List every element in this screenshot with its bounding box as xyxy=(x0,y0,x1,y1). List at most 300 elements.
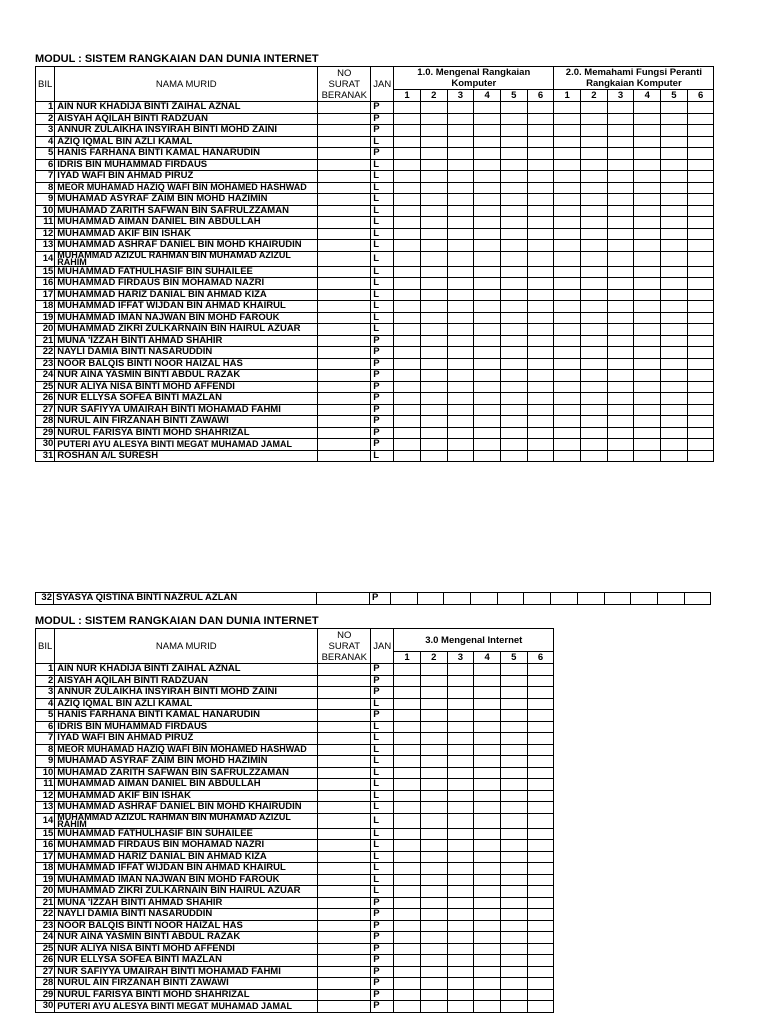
score-cell xyxy=(447,687,474,699)
student-jan: P xyxy=(371,102,394,114)
score-cell xyxy=(607,358,634,370)
score-cell xyxy=(634,370,661,382)
score-cell xyxy=(527,874,554,886)
score-cell xyxy=(500,324,527,336)
score-cell xyxy=(607,416,634,428)
birth-cert-cell xyxy=(318,324,371,336)
student-jan: P xyxy=(371,416,394,428)
score-cell xyxy=(527,779,554,791)
birth-cert-cell xyxy=(318,710,371,722)
score-cell xyxy=(527,217,554,229)
student-jan: L xyxy=(371,301,394,313)
score-cell xyxy=(554,416,581,428)
score-cell xyxy=(394,217,421,229)
score-cell xyxy=(420,393,447,405)
student-jan: L xyxy=(371,278,394,290)
score-cell xyxy=(447,978,474,990)
score-cell xyxy=(687,393,714,405)
student-bil: 18 xyxy=(36,863,55,875)
student-name: MUHAMMAD ZIKRI ZULKARNAIN BIN HAIRUL AZUAR xyxy=(55,886,318,898)
score-cell xyxy=(394,897,421,909)
score-cell xyxy=(527,450,554,462)
score-cell xyxy=(447,266,474,278)
score-cell xyxy=(447,148,474,160)
score-cell xyxy=(581,370,608,382)
criteria-number: 6 xyxy=(687,90,714,102)
student-row xyxy=(36,182,714,194)
score-cell xyxy=(474,439,501,451)
bil-header: BIL xyxy=(36,629,55,664)
student-name: MUHAMMAD ASHRAF DANIEL BIN MOHD KHAIRUDIN xyxy=(55,802,318,814)
score-cell xyxy=(420,1001,447,1013)
no-surat-beranak-header: NO SURAT BERANAK xyxy=(318,67,371,102)
score-cell xyxy=(420,920,447,932)
score-cell xyxy=(581,171,608,183)
score-cell xyxy=(524,593,551,605)
student-name: MUHAMMAD AKIF BIN ISHAK xyxy=(55,790,318,802)
student-jan: L xyxy=(371,450,394,462)
score-cell xyxy=(420,266,447,278)
student-jan: L xyxy=(371,874,394,886)
score-cell xyxy=(447,217,474,229)
score-cell xyxy=(420,874,447,886)
score-cell xyxy=(527,240,554,252)
score-cell xyxy=(394,416,421,428)
student-jan: P xyxy=(371,989,394,1001)
student-jan: L xyxy=(371,802,394,814)
score-cell xyxy=(607,439,634,451)
score-cell xyxy=(500,278,527,290)
birth-cert-cell xyxy=(318,381,371,393)
score-cell xyxy=(394,779,421,791)
student-bil: 15 xyxy=(36,266,55,278)
score-cell xyxy=(687,301,714,313)
score-cell xyxy=(581,102,608,114)
student-bil: 29 xyxy=(36,427,55,439)
student-row xyxy=(36,687,554,699)
student-bil: 22 xyxy=(36,909,55,921)
student-jan: L xyxy=(371,324,394,336)
score-cell xyxy=(394,439,421,451)
student-row xyxy=(36,943,554,955)
student-row xyxy=(36,698,554,710)
student-name: MUHAMMAD AZIZUL RAHMAN BIN MUHAMAD AZIZUL RAHIM xyxy=(55,813,318,828)
score-cell xyxy=(661,370,688,382)
score-cell xyxy=(420,324,447,336)
score-cell xyxy=(687,217,714,229)
student-row xyxy=(36,1001,554,1013)
score-cell xyxy=(447,450,474,462)
score-cell xyxy=(607,125,634,137)
score-cell xyxy=(500,756,527,768)
score-cell xyxy=(661,102,688,114)
student-row xyxy=(36,347,714,359)
student-bil: 14 xyxy=(36,813,55,828)
student-bil: 23 xyxy=(36,358,55,370)
student-jan: L xyxy=(371,767,394,779)
score-cell xyxy=(474,182,501,194)
score-cell xyxy=(661,358,688,370)
score-cell xyxy=(474,450,501,462)
score-cell xyxy=(394,886,421,898)
score-cell xyxy=(500,744,527,756)
score-cell xyxy=(687,278,714,290)
score-cell xyxy=(474,266,501,278)
birth-cert-cell xyxy=(318,205,371,217)
student-row xyxy=(36,159,714,171)
student-name: NURUL FARISYA BINTI MOHD SHAHRIZAL xyxy=(55,989,318,1001)
student-bil: 8 xyxy=(36,182,55,194)
student-row xyxy=(36,874,554,886)
score-cell xyxy=(447,802,474,814)
score-cell xyxy=(687,102,714,114)
student-name: MUNA 'IZZAH BINTI AHMAD SHAHIR xyxy=(55,335,318,347)
score-cell xyxy=(500,909,527,921)
student-name: NUR AINA YASMIN BINTI ABDUL RAZAK xyxy=(55,370,318,382)
student-row xyxy=(36,744,554,756)
student-name: MUNA 'IZZAH BINTI AHMAD SHAHIR xyxy=(55,897,318,909)
student-name: IDRIS BIN MUHAMMAD FIRDAUS xyxy=(55,159,318,171)
score-cell xyxy=(394,721,421,733)
score-cell xyxy=(527,324,554,336)
score-cell xyxy=(444,593,471,605)
birth-cert-cell xyxy=(318,240,371,252)
student-name: NURUL FARISYA BINTI MOHD SHAHRIZAL xyxy=(55,427,318,439)
score-cell xyxy=(474,171,501,183)
student-name: HANIS FARHANA BINTI KAMAL HANARUDIN xyxy=(55,148,318,160)
student-row xyxy=(36,289,714,301)
score-cell xyxy=(474,698,501,710)
score-cell xyxy=(474,897,501,909)
jan-header: JAN xyxy=(371,629,394,664)
student-row xyxy=(36,228,714,240)
score-cell xyxy=(634,301,661,313)
student-jan: P xyxy=(371,966,394,978)
score-cell xyxy=(417,593,444,605)
score-cell xyxy=(687,381,714,393)
score-cell xyxy=(554,335,581,347)
score-cell xyxy=(447,335,474,347)
score-cell xyxy=(527,427,554,439)
score-cell xyxy=(500,335,527,347)
score-cell xyxy=(420,182,447,194)
score-cell xyxy=(474,874,501,886)
birth-cert-cell xyxy=(318,125,371,137)
score-cell xyxy=(447,136,474,148)
score-cell xyxy=(474,920,501,932)
score-cell xyxy=(500,381,527,393)
student-jan: P xyxy=(371,335,394,347)
score-cell xyxy=(554,358,581,370)
score-cell xyxy=(474,335,501,347)
score-cell xyxy=(500,301,527,313)
score-cell xyxy=(687,347,714,359)
birth-cert-cell xyxy=(318,744,371,756)
score-cell xyxy=(420,813,447,828)
score-cell xyxy=(661,416,688,428)
score-cell xyxy=(447,347,474,359)
score-cell xyxy=(607,171,634,183)
student-jan: L xyxy=(371,851,394,863)
student-row xyxy=(36,148,714,160)
birth-cert-cell xyxy=(318,767,371,779)
score-cell xyxy=(474,217,501,229)
student-jan: L xyxy=(371,205,394,217)
score-cell xyxy=(447,240,474,252)
score-cell xyxy=(474,733,501,745)
score-cell xyxy=(474,886,501,898)
birth-cert-cell xyxy=(318,393,371,405)
score-cell xyxy=(447,205,474,217)
score-cell xyxy=(661,289,688,301)
student-bil: 25 xyxy=(36,381,55,393)
score-cell xyxy=(394,240,421,252)
student-bil: 9 xyxy=(36,194,55,206)
student-name: NUR SAFIYYA UMAIRAH BINTI MOHAMAD FAHMI xyxy=(55,966,318,978)
score-cell xyxy=(394,790,421,802)
student-bil: 5 xyxy=(36,148,55,160)
score-cell xyxy=(474,863,501,875)
score-cell xyxy=(500,851,527,863)
score-cell xyxy=(607,205,634,217)
score-cell xyxy=(474,767,501,779)
score-cell xyxy=(634,450,661,462)
score-cell xyxy=(447,312,474,324)
score-cell xyxy=(474,790,501,802)
score-cell xyxy=(554,370,581,382)
score-cell xyxy=(684,593,711,605)
score-cell xyxy=(527,182,554,194)
student-jan: P xyxy=(371,1001,394,1013)
score-cell xyxy=(394,266,421,278)
score-cell xyxy=(500,802,527,814)
score-cell xyxy=(474,851,501,863)
score-cell xyxy=(474,416,501,428)
score-cell xyxy=(474,710,501,722)
student-jan: P xyxy=(371,439,394,451)
score-cell xyxy=(447,828,474,840)
score-cell xyxy=(394,744,421,756)
score-cell xyxy=(687,404,714,416)
module-title-2: MODUL : SISTEM RANGKAIAN DAN DUNIA INTERNET xyxy=(35,615,319,627)
score-cell xyxy=(500,228,527,240)
score-cell xyxy=(554,404,581,416)
score-cell xyxy=(500,840,527,852)
score-cell xyxy=(661,324,688,336)
student-bil: 23 xyxy=(36,920,55,932)
student-bil: 7 xyxy=(36,733,55,745)
score-cell xyxy=(420,347,447,359)
score-cell xyxy=(420,955,447,967)
score-cell xyxy=(447,932,474,944)
score-cell xyxy=(661,301,688,313)
student-row xyxy=(36,370,714,382)
score-cell xyxy=(554,439,581,451)
student-jan: P xyxy=(371,955,394,967)
score-cell xyxy=(471,593,498,605)
score-cell xyxy=(500,828,527,840)
student-name: MUHAMMAD AZIZUL RAHMAN BIN MUHAMAD AZIZUL RAHIM xyxy=(55,251,318,266)
score-cell xyxy=(420,335,447,347)
student-jan: P xyxy=(371,347,394,359)
score-cell xyxy=(394,370,421,382)
score-cell xyxy=(447,125,474,137)
score-cell xyxy=(527,840,554,852)
score-cell xyxy=(500,710,527,722)
score-cell xyxy=(661,240,688,252)
assessment-table-1 xyxy=(35,66,714,462)
score-cell xyxy=(394,802,421,814)
score-cell xyxy=(687,370,714,382)
score-cell xyxy=(394,733,421,745)
score-cell xyxy=(500,897,527,909)
score-cell xyxy=(474,251,501,266)
score-cell xyxy=(447,851,474,863)
score-cell xyxy=(447,427,474,439)
score-cell xyxy=(607,393,634,405)
score-cell xyxy=(581,404,608,416)
score-cell xyxy=(634,148,661,160)
score-cell xyxy=(554,251,581,266)
student-name: NAYLI DAMIA BINTI NASARUDDIN xyxy=(55,347,318,359)
student-bil: 21 xyxy=(36,897,55,909)
student-jan: L xyxy=(371,136,394,148)
score-cell xyxy=(500,370,527,382)
student-bil: 14 xyxy=(36,251,55,266)
student-bil: 6 xyxy=(36,159,55,171)
score-cell xyxy=(500,404,527,416)
birth-cert-cell xyxy=(318,450,371,462)
score-cell xyxy=(394,148,421,160)
score-cell xyxy=(474,289,501,301)
score-cell xyxy=(474,756,501,768)
score-cell xyxy=(500,1001,527,1013)
criteria-number: 1 xyxy=(554,90,581,102)
score-cell xyxy=(394,393,421,405)
score-cell xyxy=(394,851,421,863)
score-cell xyxy=(554,289,581,301)
score-cell xyxy=(420,943,447,955)
birth-cert-cell xyxy=(318,828,371,840)
student-jan: L xyxy=(371,240,394,252)
score-cell xyxy=(554,194,581,206)
score-cell xyxy=(447,1001,474,1013)
score-cell xyxy=(527,278,554,290)
assessment-table-2 xyxy=(35,628,554,1013)
score-cell xyxy=(607,217,634,229)
score-cell xyxy=(420,744,447,756)
score-cell xyxy=(607,159,634,171)
score-cell xyxy=(634,194,661,206)
score-cell xyxy=(474,744,501,756)
student-row xyxy=(36,989,554,1001)
student-row xyxy=(36,733,554,745)
student-jan: L xyxy=(371,828,394,840)
score-cell xyxy=(420,301,447,313)
birth-cert-cell xyxy=(318,439,371,451)
score-cell xyxy=(474,370,501,382)
score-cell xyxy=(474,721,501,733)
score-cell xyxy=(527,710,554,722)
score-cell xyxy=(527,932,554,944)
score-cell xyxy=(447,874,474,886)
score-cell xyxy=(394,874,421,886)
criteria-number: 1 xyxy=(394,90,421,102)
score-cell xyxy=(500,347,527,359)
score-cell xyxy=(607,136,634,148)
student-name: MUHAMAD ZARITH SAFWAN BIN SAFRULZZAMAN xyxy=(55,205,318,217)
score-cell xyxy=(394,863,421,875)
score-cell xyxy=(607,335,634,347)
score-cell xyxy=(581,301,608,313)
student-bil: 3 xyxy=(36,125,55,137)
score-cell xyxy=(447,664,474,676)
score-cell xyxy=(500,966,527,978)
score-cell xyxy=(661,393,688,405)
birth-cert-cell xyxy=(318,989,371,1001)
score-cell xyxy=(447,404,474,416)
student-name: AISYAH AQILAH BINTI RADZUAN xyxy=(55,675,318,687)
score-cell xyxy=(420,427,447,439)
score-cell xyxy=(581,312,608,324)
student-jan: P xyxy=(371,943,394,955)
student-jan: L xyxy=(371,744,394,756)
score-cell xyxy=(634,289,661,301)
student-bil: 20 xyxy=(36,324,55,336)
student-bil: 2 xyxy=(36,113,55,125)
criteria-number: 6 xyxy=(527,90,554,102)
birth-cert-cell xyxy=(318,955,371,967)
score-cell xyxy=(634,240,661,252)
student-name: MUHAMMAD FIRDAUS BIN MOHAMAD NAZRI xyxy=(55,278,318,290)
student-name: IYAD WAFI BIN AHMAD PIRUZ xyxy=(55,171,318,183)
birth-cert-cell xyxy=(318,102,371,114)
student-bil: 16 xyxy=(36,840,55,852)
score-cell xyxy=(500,358,527,370)
score-cell xyxy=(474,966,501,978)
student-jan: L xyxy=(371,194,394,206)
score-cell xyxy=(474,828,501,840)
score-cell xyxy=(661,228,688,240)
score-cell xyxy=(474,932,501,944)
group-header: 1.0. Mengenal Rangkaian Komputer xyxy=(394,67,554,90)
student-row xyxy=(36,125,714,137)
student-jan: P xyxy=(371,897,394,909)
student-jan: L xyxy=(371,171,394,183)
student-bil: 18 xyxy=(36,301,55,313)
score-cell xyxy=(394,909,421,921)
student-name: AISYAH AQILAH BINTI RADZUAN xyxy=(55,113,318,125)
score-cell xyxy=(420,932,447,944)
criteria-number: 5 xyxy=(661,90,688,102)
score-cell xyxy=(500,266,527,278)
score-cell xyxy=(500,955,527,967)
student-bil: 6 xyxy=(36,721,55,733)
birth-cert-cell xyxy=(318,289,371,301)
score-cell xyxy=(634,136,661,148)
score-cell xyxy=(447,439,474,451)
birth-cert-cell xyxy=(318,733,371,745)
score-cell xyxy=(634,324,661,336)
score-cell xyxy=(527,194,554,206)
score-cell xyxy=(447,767,474,779)
criteria-number: 3 xyxy=(447,652,474,664)
score-cell xyxy=(474,943,501,955)
student-jan: P xyxy=(371,932,394,944)
score-cell xyxy=(687,324,714,336)
score-cell xyxy=(500,733,527,745)
score-cell xyxy=(607,450,634,462)
